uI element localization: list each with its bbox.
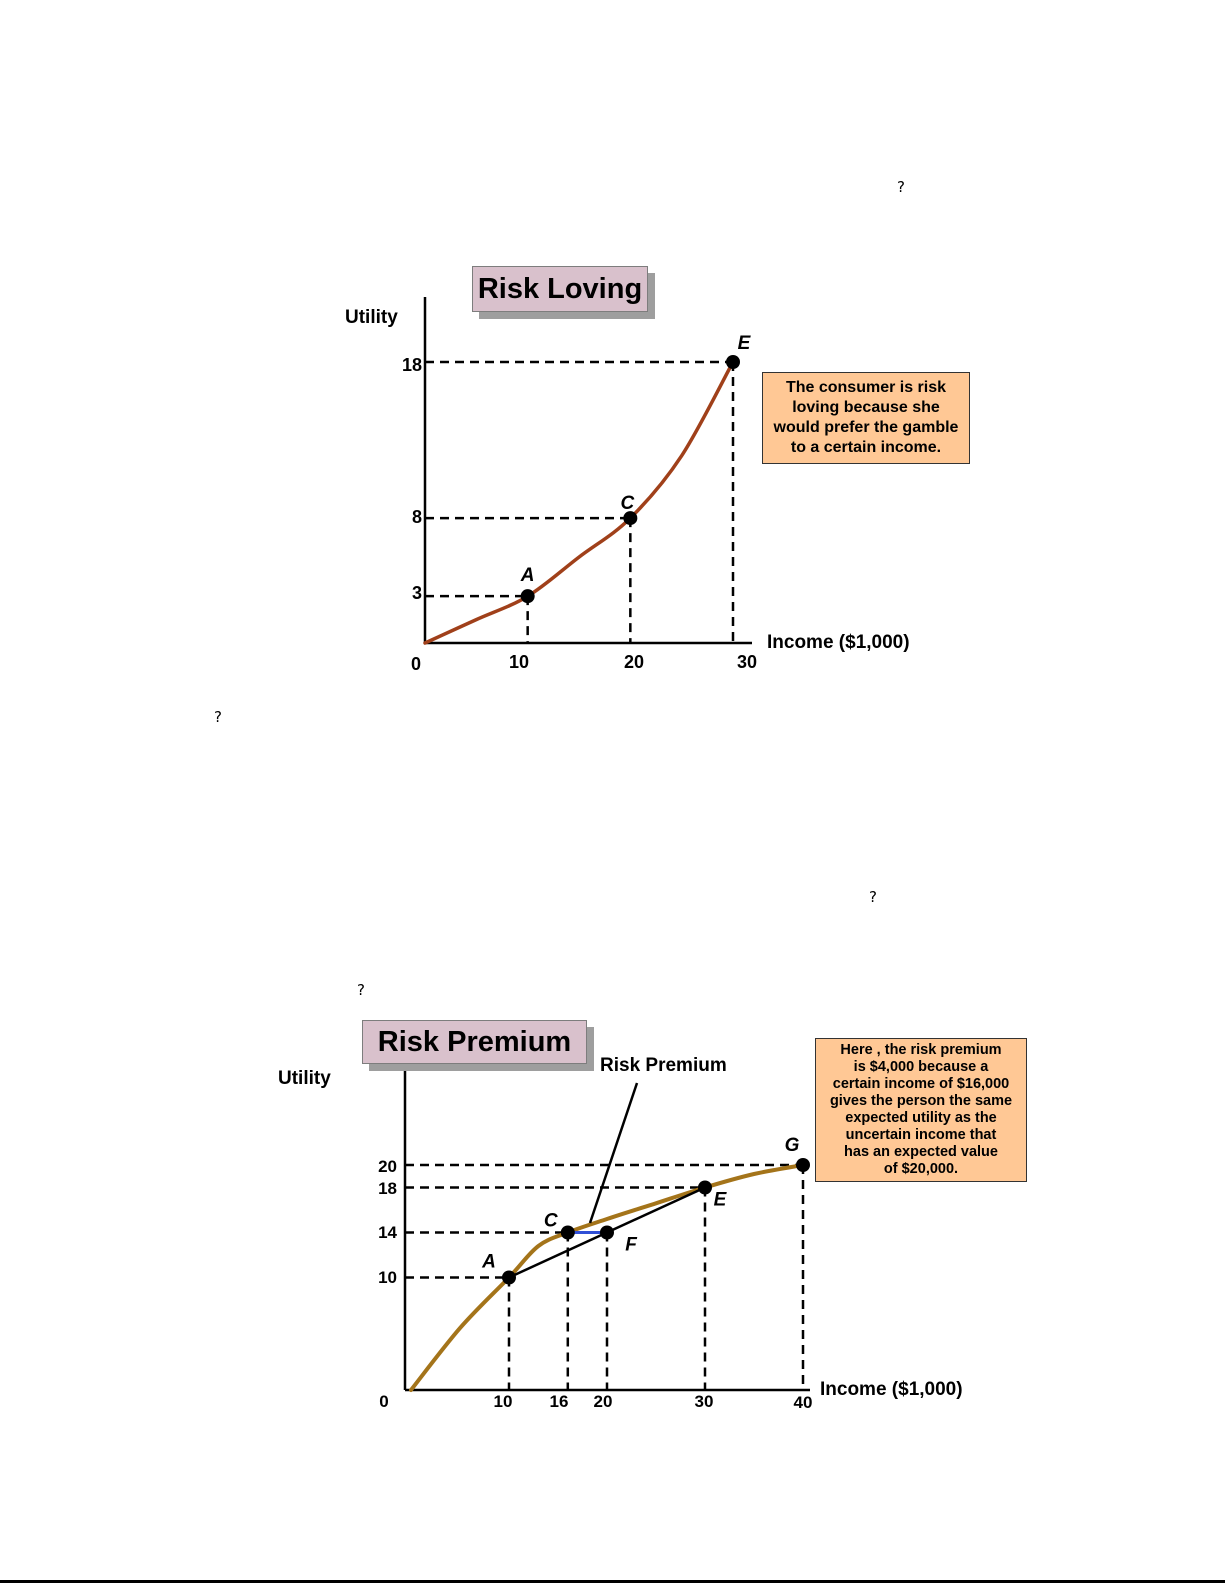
c2-point-F — [600, 1226, 614, 1240]
c2-y-tick-10: 10 — [378, 1268, 397, 1287]
c1-point-A — [521, 589, 535, 603]
c2-x-tick-0: 0 — [379, 1392, 389, 1411]
c1-x-tick-10: 10 — [508, 652, 530, 672]
c2-title: Risk Premium — [362, 1020, 587, 1064]
c2-point-label-F: F — [625, 1234, 637, 1256]
c1-x-tick-30: 30 — [736, 652, 758, 672]
c2-point-label-C: C — [543, 1210, 558, 1232]
page-bottom-rule — [0, 1580, 1225, 1583]
c2-point-C — [561, 1226, 575, 1240]
c2-y-tick-20: 20 — [378, 1157, 397, 1176]
c2-x-tick-16: 16 — [549, 1392, 569, 1411]
glyph-2: ? — [214, 708, 222, 726]
c1-y-tick-8: 8 — [411, 507, 422, 527]
c2-x-tick-10: 10 — [493, 1392, 513, 1411]
c2-x-axis-label: Income ($1,000) — [820, 1379, 963, 1400]
c2-x-tick-30: 30 — [694, 1392, 714, 1411]
c2-y-axis-label: Utility — [278, 1068, 331, 1089]
c1-x-tick-20: 20 — [623, 652, 645, 672]
c2-y-tick-14: 14 — [378, 1223, 397, 1242]
c2-x-tick-20: 20 — [593, 1392, 613, 1411]
c2-note-box: Here , the risk premium is $4,000 because a certain income of $16,000 gives the person the same expected utility as the uncertain income that has an expected value of $20,000. — [815, 1038, 1027, 1182]
c1-y-tick-18: 18 — [401, 355, 422, 375]
c1-y-tick-3: 3 — [411, 583, 422, 603]
c2-point-label-G: G — [784, 1135, 800, 1156]
c2-point-A — [502, 1271, 516, 1285]
c1-point-E — [726, 355, 740, 369]
c1-point-label-C: C — [620, 493, 635, 515]
glyph-1: ? — [897, 178, 905, 196]
c2-x-tick-40: 40 — [793, 1393, 813, 1412]
c1-y-axis-label: Utility — [345, 307, 398, 328]
c2-point-label-A: A — [482, 1251, 496, 1273]
c2-risk-premium-label: Risk Premium — [600, 1055, 727, 1076]
c1-x-tick-0: 0 — [410, 654, 422, 674]
c1-utility-curve — [425, 362, 733, 643]
glyph-3: ? — [869, 888, 877, 906]
c2-y-tick-18: 18 — [378, 1179, 397, 1198]
c1-x-axis-label: Income ($1,000) — [767, 632, 910, 653]
c2-risk-premium-pointer — [590, 1083, 637, 1223]
c1-point-label-E: E — [737, 333, 751, 354]
c1-title: Risk Loving — [472, 266, 648, 312]
c1-point-label-A: A — [520, 565, 535, 587]
glyph-4: ? — [357, 981, 365, 999]
c2-point-label-E: E — [713, 1189, 727, 1211]
chart-risk-loving — [345, 297, 910, 674]
c2-point-G — [796, 1158, 810, 1172]
c1-note-box: The consumer is risk loving because she would prefer the gamble to a certain income. — [762, 372, 970, 464]
c2-point-E — [698, 1181, 712, 1195]
